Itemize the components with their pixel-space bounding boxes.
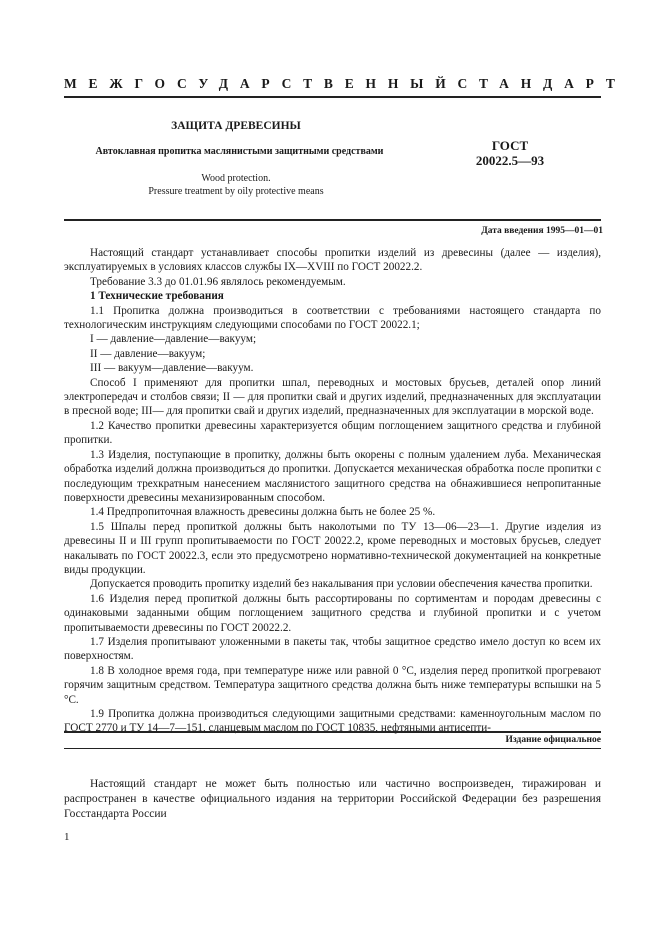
introduction-date: Дата введения 1995—01—01 (481, 226, 603, 236)
clause-1-3: 1.3 Изделия, поступающие в пропитку, должны быть окорены с полным удалением луба. Механическая обработка изделий должна производиться до пропитки. Допускается механическая обработка после пропитки с последующим трехкратным нанесением маслянистого защитного средства на обнажившиеся непропитанные поверхности древесины механизированным способом. (64, 448, 601, 504)
gost-designation (450, 138, 570, 168)
page-number: 1 (64, 831, 70, 843)
title-block-rule (64, 219, 601, 221)
official-edition-label: Издание официальное (505, 735, 601, 745)
clause-1-1: 1.1 Пропитка должна производиться в соответствии с требованиями настоящего стандарта по технологическим инструкциям следующими способами по ГОСТ 20022.1; (64, 304, 601, 332)
method-list-item-2: II — давление—вакуум; (90, 347, 206, 360)
english-title-line2: Pressure treatment by oily protective means (148, 186, 324, 197)
paragraph-methods-usage: Способ I применяют для пропитки шпал, переводных и мостовых брусьев, деталей опор линий электропередач и столбов связи; II — для пропитки свай и других изделий, предназначенных для эксплуатации в пресной воде; III— для пропитки свай и других изделий, предназначенных для эксплуатации в морской воде. (64, 376, 601, 418)
method-list-item-3: III — вакуум—давление—вакуум. (90, 362, 254, 375)
section-heading-technical-requirements: 1 Технические требования (90, 290, 224, 303)
clause-1-8: 1.8 В холодное время года, при температуре ниже или равной 0 °С, изделия перед пропиткой прогревают горячим защитным средством. Температура защитного средства должна быть ниже температуры вспышки на 5 °С. (64, 664, 601, 706)
clause-1-6: 1.6 Изделия перед пропиткой должны быть рассортированы по сортиментам и породам древесины с одинаковыми заданными общим поглощением защитного средства и глубиной пропитки и с учетом пропитываемости древесины по ГОСТ 20022.2. (64, 592, 601, 634)
standard-header (64, 76, 627, 92)
method-list-item-1: I — давление—давление—вакуум; (90, 333, 257, 346)
document-subtitle: Автоклавная пропитка маслянистыми защитными средствами (95, 146, 384, 157)
footer-rule (64, 731, 601, 733)
clause-1-4: 1.4 Предпропиточная влажность древесины должна быть не более 25 %. (90, 506, 436, 519)
edition-underline (64, 748, 601, 749)
document-title: ЗАЩИТА ДРЕВЕСИНЫ (171, 120, 301, 132)
header-rule (64, 96, 601, 98)
header-word-standard: СТАНДАРТ (457, 76, 627, 91)
paragraph-intro-note: Требование 3.3 до 01.01.96 являлось рекомендуемым. (90, 275, 346, 288)
english-title (120, 172, 352, 198)
clause-1-7: 1.7 Изделия пропитывают уложенными в пакеты так, чтобы защитное средство имело доступ ко всем их поверхностям. (64, 635, 601, 663)
copyright-notice: Настоящий стандарт не может быть полностью или частично воспроизведен, тиражирован и распространен в качестве официального издания на территории Российской Федерации без разрешения Госстандарта России (64, 778, 601, 820)
header-word-interstate: МЕЖГОСУДАРСТВЕННЫЙ (64, 76, 458, 91)
clause-1-5-note: Допускается проводить пропитку изделий без накалывания при условии обеспечения качества пропитки. (90, 578, 593, 591)
gost-number: 20022.5—93 (475, 153, 545, 168)
gost-label: ГОСТ (491, 138, 529, 153)
clause-1-5: 1.5 Шпалы перед пропиткой должны быть наколотыми по ТУ 13—06—23—1. Другие изделия из древесины II и III групп пропитываемости по ГОСТ 20022.2, кроме переводных и мостовых брусьев, следует накалывать по ГОСТ 20022.3, если это предусмотрено нормативно-технической документацией на конкретные виды продукции. (64, 520, 601, 576)
document-body (64, 246, 601, 736)
paragraph-intro-scope: Настоящий стандарт устанавливает способы пропитки изделий из древесины (далее — изделия), эксплуатируемых в условиях классов службы IX—XVIII по ГОСТ 20022.2. (64, 247, 601, 274)
clause-1-2: 1.2 Качество пропитки древесины характеризуется общим поглощением защитного средства и глубиной пропитки. (64, 419, 601, 447)
english-title-line1: Wood protection. (201, 173, 271, 184)
clause-1-9: 1.9 Пропитка должна производиться следующими защитными средствами: каменноугольным маслом по ГОСТ 2770 и ТУ 14—7—151, сланцевым маслом по ГОСТ 10835, нефтяными антисепти- (64, 708, 601, 735)
